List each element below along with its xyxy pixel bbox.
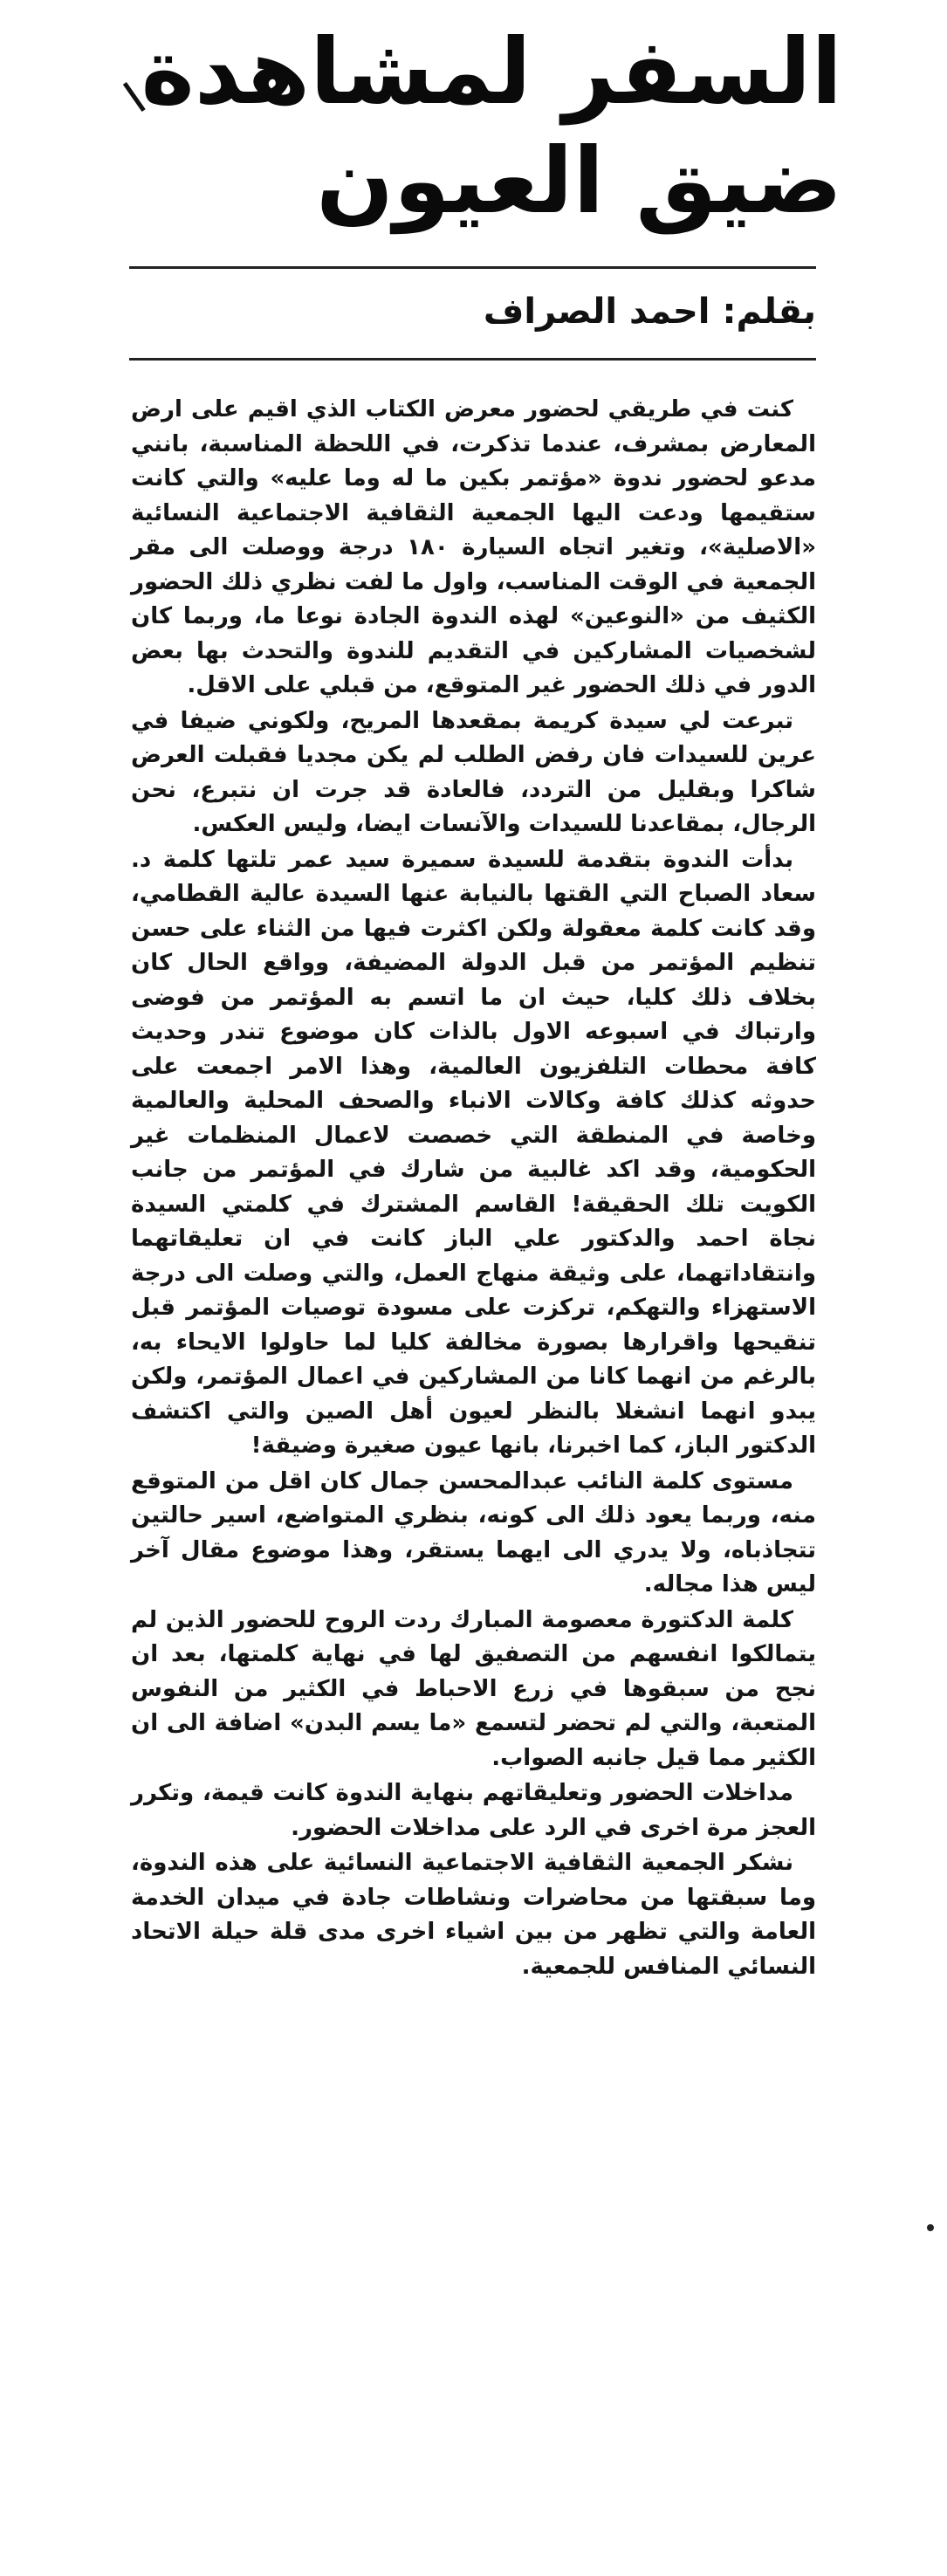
author-name: احمد الصراف: [483, 292, 710, 332]
article-paragraph: نشكر الجمعية الثقافية الاجتماعية النسائية على هذه الندوة، وما سبقتها من محاضرات ونشاطات جادة في ميدان الخدمة العامة والتي تظهر من بين اشياء اخرى مدى قلة حيلة الاتحاد النسائي المنافس للجمعية.: [131, 1850, 816, 1980]
rule-below-byline: [129, 358, 816, 361]
article-paragraph: تبرعت لي سيدة كريمة بمقعدها المريح، ولكوني ضيفا في عرين للسيدات فان رفض الطلب لم يكن مجديا فقبلت العرض شاكرا وبقليل من التردد، فالعادة قد جرت ان نتبرع، نحن الرجال، بمقاعدنا للسيدات والآنسات ايضا، وليس العكس.: [131, 707, 816, 837]
article-headline: [92, 17, 842, 236]
article-paragraph: مداخلات الحضور وتعليقاتهم بنهاية الندوة كانت قيمة، وتكرر العجز مرة اخرى في الرد على مداخلات الحضور.: [131, 1780, 816, 1841]
byline: [129, 284, 816, 340]
article-paragraph: كلمة الدكتورة معصومة المبارك ردت الروح للحضور الذين لم يتمالكوا انفسهم من التصفيق لها في نهاية كلمتها، بعد ان نجح من سبقوها في زرع الاحباط في الكثير من النفوس المتعبة، والتي لم تحضر لتسمع «ما يسم البدن» اضافة الى ان الكثير مما قيل جانبه الصواب.: [131, 1606, 816, 1771]
article-paragraph: بدأت الندوة بتقدمة للسيدة سميرة سيد عمر تلتها كلمة د. سعاد الصباح التي القتها بالنيابة عنها السيدة عالية القطامي، وقد كانت كلمة معقولة ولكن اكثرت فيها من الثناء على حسن تنظيم المؤتمر من قبل الدولة المضيفة، وواقع الحال كان بخلاف ذلك كليا، حيث ان ما اتسم به المؤتمر من فوضى وارتباك في اسبوعه الاول بالذات كان موضوع تندر وحديث كافة محطات التلفزيون العالمية، وهذا الامر اجمعت على حدوثه كذلك كافة وكالات الانباء والصحف المحلية والعالمية وخاصة في المنطقة التي خصصت لاعمال المنظمات غير الحكومية، وقد اكد غالبية من شارك في المؤتمر من جانب الكويت تلك الحقيقة! القاسم المشترك في كلمتي السيدة نجاة احمد والدكتور علي الباز كانت في ان تعليقاتهما وانتقاداتهما، على وثيقة منهاج العمل، والتي وصلت الى درجة الاستهزاء والتهكم، تركزت على مسودة توصيات المؤتمر قبل تنقيحها واقرارها بصورة مخالفة كليا لما حاولوا الايحاء به، بالرغم من انهما كانا من المشاركين في اعمال المؤتمر، ولكن يبدو انهما انشغلا بالنظر لعيون أهل الصين والتي اكتشف الدكتور الباز، كما اخبرنا، بانها عيون صغيرة وضيقة!: [131, 846, 816, 1459]
article-paragraph: مستوى كلمة النائب عبدالمحسن جمال كان اقل من المتوقع منه، وربما يعود ذلك الى كونه، بنظري المتواضع، اسير حالتين تتجاذباه، ولا يدري الى ايهما يستقر، وهذا موضوع مقال آخر ليس هذا مجاله.: [131, 1467, 816, 1597]
headline-line-1: السفر لمشاهدة: [141, 18, 842, 125]
headline-line-2: ضيق العيون: [316, 127, 842, 234]
byline-label: بقلم:: [722, 292, 816, 332]
article-body: [131, 393, 816, 1985]
margin-dot: [927, 2224, 934, 2231]
article-paragraph: كنت في طريقي لحضور معرض الكتاب الذي اقيم على ارض المعارض بمشرف، عندما تذكرت، في اللحظة المناسبة، بانني مدعو لحضور ندوة «مؤتمر بكين ما له وما عليه» والتي كانت ستقيمها ودعت اليها الجمعية الثقافية الاجتماعية النسائية «الاصلية»، وتغير اتجاه السيارة ١٨٠ درجة ووصلت الى مقر الجمعية في الوقت المناسب، واول ما لفت نظري ذلك الحضور الكثيف من «النوعين» لهذه الندوة الجادة نوعا ما، وربما كان لشخصيات المشاركين في التقديم للندوة والتحدث بها بعض الدور في ذلك الحضور غير المتوقع، من قبلي على الاقل.: [131, 396, 816, 698]
rule-above-byline: [129, 266, 816, 269]
